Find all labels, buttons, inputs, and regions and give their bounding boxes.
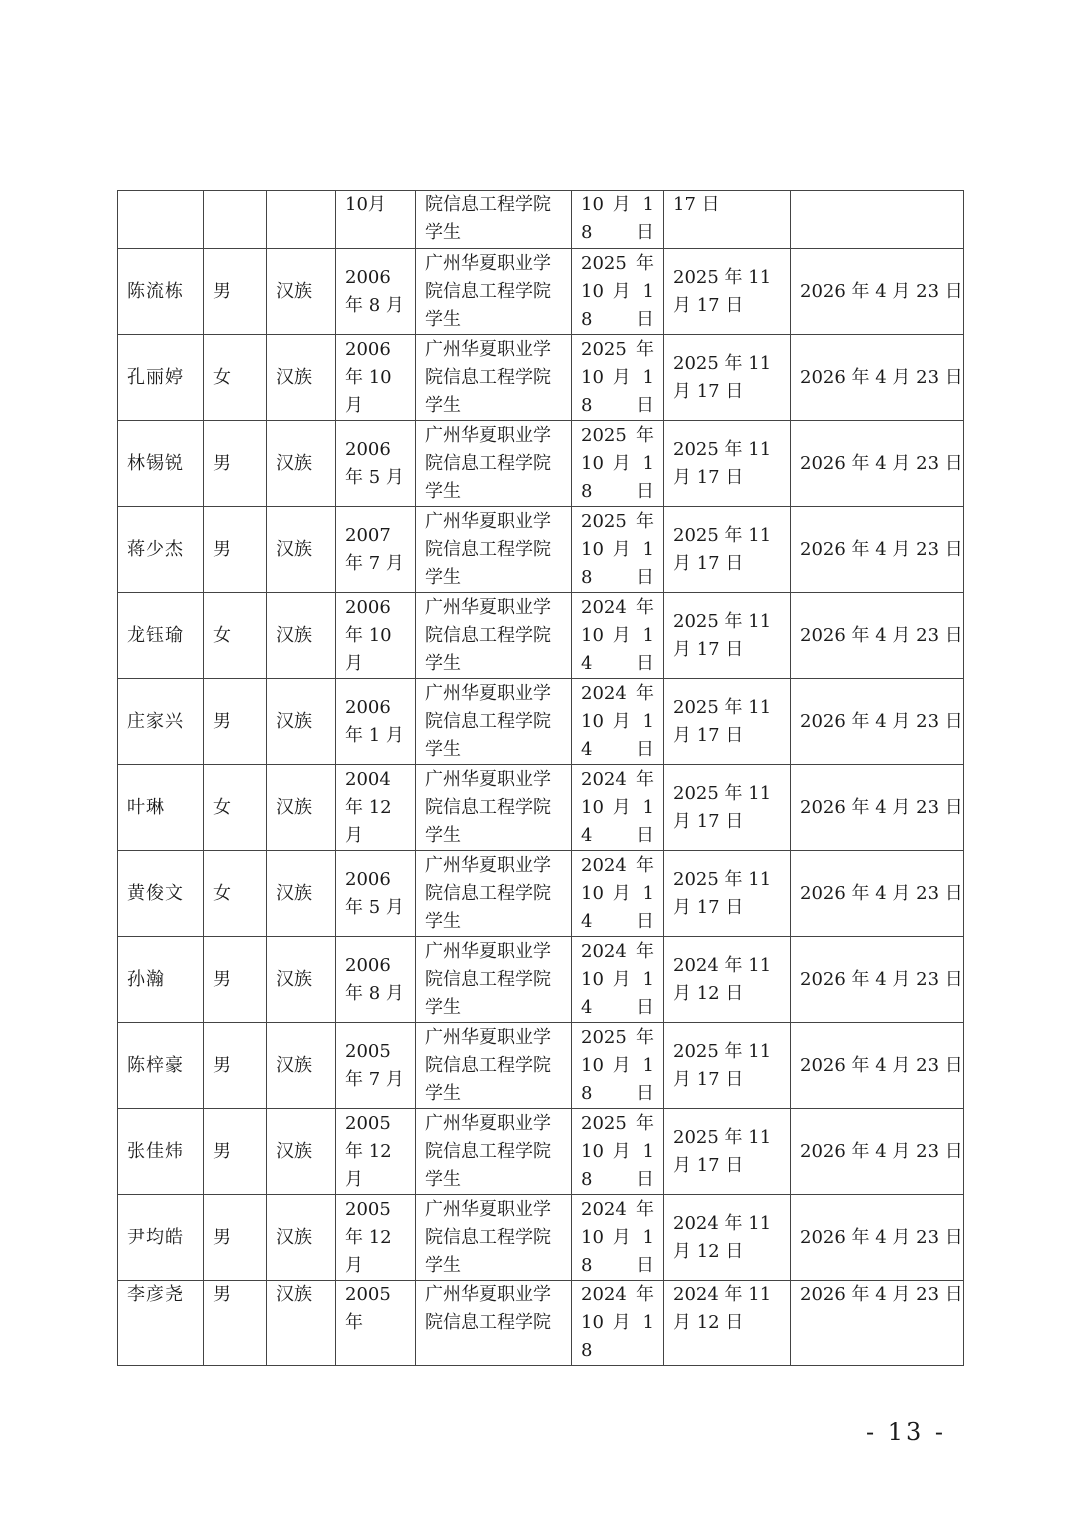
- cell-unit: 广州华夏职业学院信息工程学院学生: [416, 851, 572, 937]
- cell-name: 庄家兴: [118, 679, 204, 765]
- cell-date-1: 2025 年 11 月 17 日: [664, 593, 791, 679]
- cell-ethnicity: 汉族: [267, 249, 336, 335]
- cell-date-2: 2026 年 4 月 23 日: [791, 1195, 964, 1281]
- cell-enroll-date: 2024 年 10 月 14 日: [572, 851, 664, 937]
- cell-ethnicity: 汉族: [267, 507, 336, 593]
- cell-gender: 男: [204, 1023, 267, 1109]
- cell-name: [118, 191, 204, 249]
- cell-date-1: 2025 年 11 月 17 日: [664, 249, 791, 335]
- cell-enroll-date: 2025 年 10 月 18 日: [572, 1023, 664, 1109]
- table-row: [118, 507, 964, 593]
- cell-date-1: 2025 年 11 月 17 日: [664, 421, 791, 507]
- cell-unit: 广州华夏职业学院信息工程学院学生: [416, 1023, 572, 1109]
- cell-date-2: 2026 年 4 月 23 日: [791, 335, 964, 421]
- cell-date-2: 2026 年 4 月 23 日: [791, 765, 964, 851]
- cell-birth-date: 2007 年 7 月: [336, 507, 416, 593]
- cell-date-1: 2025 年 11 月 17 日: [664, 765, 791, 851]
- cell-birth-date: 2004 年 12 月: [336, 765, 416, 851]
- cell-ethnicity: 汉族: [267, 421, 336, 507]
- cell-ethnicity: [267, 191, 336, 249]
- cell-gender: 男: [204, 679, 267, 765]
- cell-gender: 男: [204, 1109, 267, 1195]
- cell-enroll-date: 2024 年 10 月 14 日: [572, 679, 664, 765]
- cell-gender: 男: [204, 937, 267, 1023]
- cell-date-2: 2026 年 4 月 23 日: [791, 679, 964, 765]
- cell-name: 林锡锐: [118, 421, 204, 507]
- cell-gender: 男: [204, 1281, 267, 1366]
- cell-unit: 广州华夏职业学院信息工程学院学生: [416, 1109, 572, 1195]
- cell-gender: [204, 191, 267, 249]
- cell-ethnicity: 汉族: [267, 335, 336, 421]
- cell-enroll-date: 2025 年 10 月 18 日: [572, 335, 664, 421]
- table-row: [118, 851, 964, 937]
- cell-date-1: 2024 年 11 月 12 日: [664, 937, 791, 1023]
- cell-date-1: 2024 年 11 月 12 日: [664, 1195, 791, 1281]
- cell-ethnicity: 汉族: [267, 1195, 336, 1281]
- cell-enroll-date: 2024 年 10 月 14 日: [572, 593, 664, 679]
- cell-unit: 广州华夏职业学院信息工程学院学生: [416, 1195, 572, 1281]
- cell-date-1: 2024 年 11 月 12 日: [664, 1281, 791, 1366]
- cell-ethnicity: 汉族: [267, 1281, 336, 1366]
- cell-name: 叶琳: [118, 765, 204, 851]
- table-row: [118, 421, 964, 507]
- cell-ethnicity: 汉族: [267, 765, 336, 851]
- cell-ethnicity: 汉族: [267, 1109, 336, 1195]
- cell-name: 尹均皓: [118, 1195, 204, 1281]
- cell-gender: 男: [204, 421, 267, 507]
- cell-unit: 广州华夏职业学院信息工程学院学生: [416, 249, 572, 335]
- cell-gender: 女: [204, 851, 267, 937]
- cell-date-2: [791, 191, 964, 249]
- table-row: [118, 191, 964, 249]
- table-row: [118, 937, 964, 1023]
- cell-unit: 广州华夏职业学院信息工程学院学生: [416, 937, 572, 1023]
- cell-unit: 广州华夏职业学院信息工程学院学生: [416, 507, 572, 593]
- cell-gender: 男: [204, 507, 267, 593]
- cell-birth-date: 2006 年 10 月: [336, 593, 416, 679]
- cell-enroll-date: 2025 年 10 月 18 日: [572, 507, 664, 593]
- cell-date-2: 2026 年 4 月 23 日: [791, 421, 964, 507]
- cell-unit: 院信息工程学院学生: [416, 191, 572, 249]
- cell-name: 李彦尧: [118, 1281, 204, 1366]
- table-row: [118, 1023, 964, 1109]
- cell-birth-date: 2005 年 7 月: [336, 1023, 416, 1109]
- cell-unit: 广州华夏职业学院信息工程学院学生: [416, 765, 572, 851]
- cell-date-1: 2025 年 11 月 17 日: [664, 1023, 791, 1109]
- cell-date-2: 2026 年 4 月 23 日: [791, 593, 964, 679]
- cell-date-2: 2026 年 4 月 23 日: [791, 249, 964, 335]
- cell-enroll-date: 2025 年 10 月 18 日: [572, 421, 664, 507]
- cell-enroll-date: 2024 年 10 月 18: [572, 1281, 664, 1366]
- cell-birth-date: 2006 年 1 月: [336, 679, 416, 765]
- table-row: [118, 593, 964, 679]
- cell-birth-date: 2006 年 8 月: [336, 937, 416, 1023]
- cell-name: 龙钰瑜: [118, 593, 204, 679]
- cell-enroll-date: 2024 年 10 月 14 日: [572, 765, 664, 851]
- cell-date-2: 2026 年 4 月 23 日: [791, 1109, 964, 1195]
- cell-ethnicity: 汉族: [267, 1023, 336, 1109]
- cell-ethnicity: 汉族: [267, 679, 336, 765]
- cell-date-1: 2025 年 11 月 17 日: [664, 679, 791, 765]
- table-body: [118, 191, 964, 1366]
- cell-enroll-date: 10 月 18 日: [572, 191, 664, 249]
- cell-enroll-date: 2025 年 10 月 18 日: [572, 249, 664, 335]
- table-row: [118, 679, 964, 765]
- cell-name: 蒋少杰: [118, 507, 204, 593]
- cell-name: 陈流栋: [118, 249, 204, 335]
- cell-unit: 广州华夏职业学院信息工程学院: [416, 1281, 572, 1366]
- page-number: - 13 -: [866, 1418, 947, 1446]
- cell-date-2: 2026 年 4 月 23 日: [791, 1023, 964, 1109]
- cell-enroll-date: 2025 年 10 月 18 日: [572, 1109, 664, 1195]
- cell-unit: 广州华夏职业学院信息工程学院学生: [416, 421, 572, 507]
- cell-name: 孙瀚: [118, 937, 204, 1023]
- cell-name: 陈梓豪: [118, 1023, 204, 1109]
- cell-ethnicity: 汉族: [267, 937, 336, 1023]
- cell-ethnicity: 汉族: [267, 593, 336, 679]
- member-roster-table: [117, 190, 964, 1366]
- cell-enroll-date: 2024 年 10 月 14 日: [572, 937, 664, 1023]
- table-row: [118, 1195, 964, 1281]
- cell-birth-date: 2006 年 8 月: [336, 249, 416, 335]
- cell-gender: 女: [204, 335, 267, 421]
- cell-birth-date: 2006 年 5 月: [336, 851, 416, 937]
- cell-gender: 男: [204, 249, 267, 335]
- cell-date-1: 2025 年 11 月 17 日: [664, 335, 791, 421]
- cell-birth-date: 10月: [336, 191, 416, 249]
- cell-date-1: 17 日: [664, 191, 791, 249]
- cell-unit: 广州华夏职业学院信息工程学院学生: [416, 593, 572, 679]
- cell-gender: 女: [204, 593, 267, 679]
- cell-gender: 男: [204, 1195, 267, 1281]
- table-row: [118, 1281, 964, 1366]
- cell-name: 黄俊文: [118, 851, 204, 937]
- cell-date-2: 2026 年 4 月 23 日: [791, 937, 964, 1023]
- cell-unit: 广州华夏职业学院信息工程学院学生: [416, 335, 572, 421]
- cell-birth-date: 2006 年 10 月: [336, 335, 416, 421]
- cell-name: 张佳炜: [118, 1109, 204, 1195]
- table-row: [118, 335, 964, 421]
- cell-date-2: 2026 年 4 月 23 日: [791, 507, 964, 593]
- cell-date-2: 2026 年 4 月 23 日: [791, 1281, 964, 1366]
- cell-ethnicity: 汉族: [267, 851, 336, 937]
- cell-birth-date: 2005 年 12 月: [336, 1195, 416, 1281]
- table-row: [118, 1109, 964, 1195]
- cell-gender: 女: [204, 765, 267, 851]
- cell-birth-date: 2006 年 5 月: [336, 421, 416, 507]
- cell-name: 孔丽婷: [118, 335, 204, 421]
- cell-date-1: 2025 年 11 月 17 日: [664, 851, 791, 937]
- cell-enroll-date: 2024 年 10 月 18 日: [572, 1195, 664, 1281]
- cell-birth-date: 2005 年 12 月: [336, 1109, 416, 1195]
- cell-birth-date: 2005 年: [336, 1281, 416, 1366]
- cell-date-1: 2025 年 11 月 17 日: [664, 507, 791, 593]
- cell-unit: 广州华夏职业学院信息工程学院学生: [416, 679, 572, 765]
- table-row: [118, 765, 964, 851]
- table-row: [118, 249, 964, 335]
- cell-date-2: 2026 年 4 月 23 日: [791, 851, 964, 937]
- cell-date-1: 2025 年 11 月 17 日: [664, 1109, 791, 1195]
